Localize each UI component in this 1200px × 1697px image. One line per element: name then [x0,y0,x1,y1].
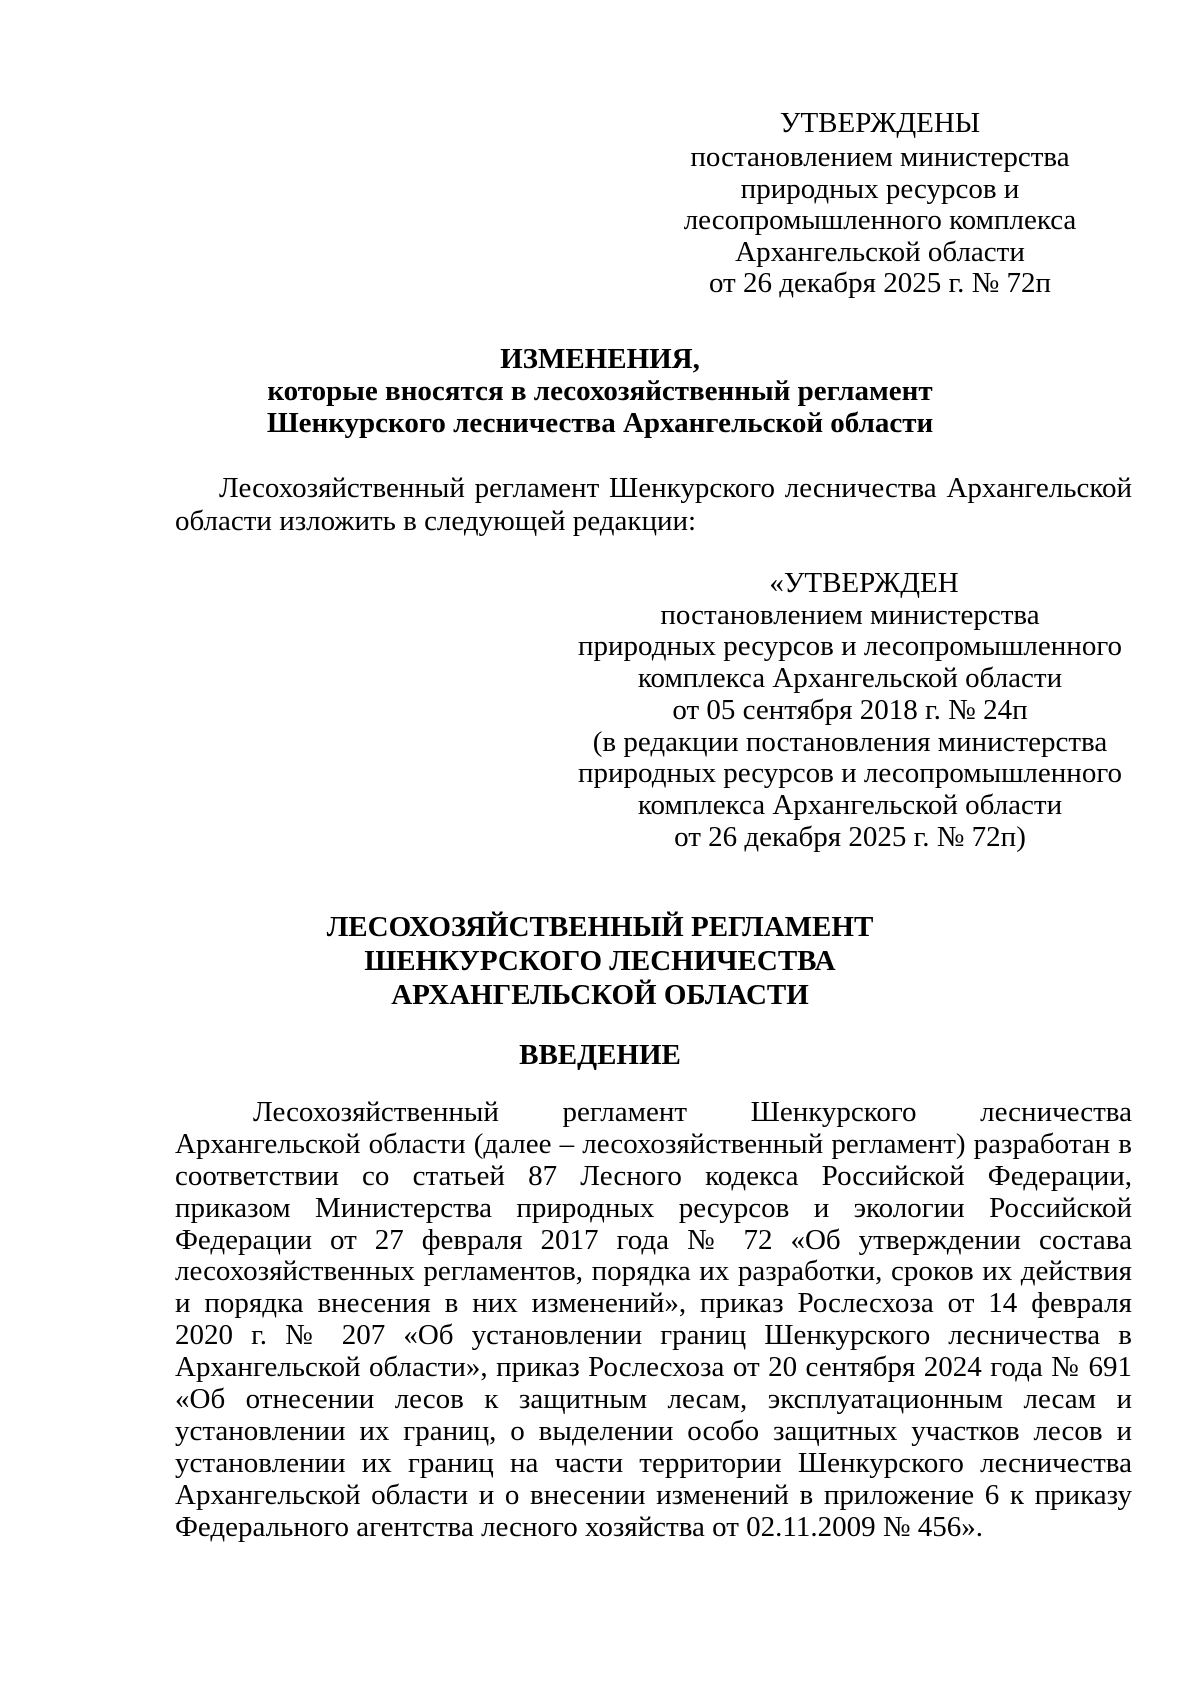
body-word: регламент [562,1096,688,1128]
approval-line: Архангельской области [735,235,1025,268]
changes-title [80,343,1120,439]
regulation-title-line: АРХАНГЕЛЬСКОЙ ОБЛАСТИ [391,979,809,1011]
approval-line: постановлением министерства [660,598,1040,631]
intro-line: Лесохозяйственный регламент Шенкурского лесничества Архангельской [219,472,1132,504]
approval-heading: УТВЕРЖДЕНЫ [779,107,981,139]
body-line: приказом Министерства природных ресурсов и экологии Российской [175,1191,1132,1224]
body-line: установлении их границ, о выделении особо защитных участков лесов и [175,1414,1132,1447]
approval-heading: «УТВЕРЖДЕН [769,567,959,599]
changes-title-heading: ИЗМЕНЕНИЯ, [500,343,700,375]
regulation-title [80,910,1120,1012]
body-line: «Об отнесении лесов к защитным лесам, эксплуатационным лесам и [175,1383,1132,1416]
body-line: Архангельской области», приказ Рослесхоза от 20 сентября 2024 года № 691 [175,1351,1132,1384]
section-heading-text: ВВЕДЕНИЕ [519,1039,681,1071]
body-line: Архангельской области и о внесении изменений в приложение 6 к приказу [175,1478,1132,1511]
approval-line: природных ресурсов и [740,172,1020,205]
approval-stamp-top [630,108,1130,300]
approval-line: природных ресурсов и лесопромышленного [577,630,1122,663]
body-line: лесохозяйственных регламентов, порядка их разработки, сроков их действия [175,1255,1132,1288]
approval-date: от 26 декабря 2025 г. № 72п) [674,820,1026,853]
approval-line: природных ресурсов и лесопромышленного [577,757,1122,790]
changes-title-line: Шенкурского лесничества Архангельской области [266,407,934,439]
approval-date: от 26 декабря 2025 г. № 72п [708,267,1052,300]
approval-date: от 05 сентября 2018 г. № 24п [672,693,1028,726]
regulation-title-line: ШЕНКУРСКОГО ЛЕСНИЧЕСТВА [364,945,836,977]
approval-line: комплекса Архангельской области [637,662,1063,695]
body-line-last: Федерального агентства лесного хозяйства от 02.11.2009 № 456». [175,1510,984,1543]
body-line: и порядка внесения в них изменений», приказ Рослесхоза от 14 февраля [175,1287,1132,1320]
approval-line: лесопромышленного комплекса [683,204,1077,237]
changes-title-line: которые вносятся в лесохозяйственный регламент [267,375,933,407]
section-heading [80,1038,1120,1072]
body-line: установлении их границ на части территории Шенкурского лесничества [175,1446,1132,1479]
approval-line: постановлением министерства [690,141,1070,173]
body-word: Лесохозяйственный [253,1096,499,1128]
approval-line: комплекса Архангельской области [637,788,1063,821]
body-line: соответствии со статьей 87 Лесного кодекса Российской Федерации, [175,1159,1132,1192]
intro-line: области изложить в следующей редакции: [175,505,697,537]
approval-stamp-quoted [570,568,1130,853]
body-line: Архангельской области (далее – лесохозяйственный регламент) разработан в [175,1127,1132,1160]
body-word: лесничества [980,1096,1132,1128]
regulation-title-line: ЛЕСОХОЗЯЙСТВЕННЫЙ РЕГЛАМЕНТ [326,911,874,943]
body-word: Шенкурского [750,1096,917,1128]
approval-line: (в редакции постановления министерства [592,725,1108,758]
body-line: 2020 г. № 207 «Об установлении границ Шенкурского лесничества в [175,1319,1132,1352]
body-first-line [175,1097,1132,1129]
body-paragraph [175,1097,1132,1543]
body-line: Федерации от 27 февраля 2017 года № 72 «Об утверждении состава [175,1223,1132,1256]
intro-paragraph [175,472,1132,538]
